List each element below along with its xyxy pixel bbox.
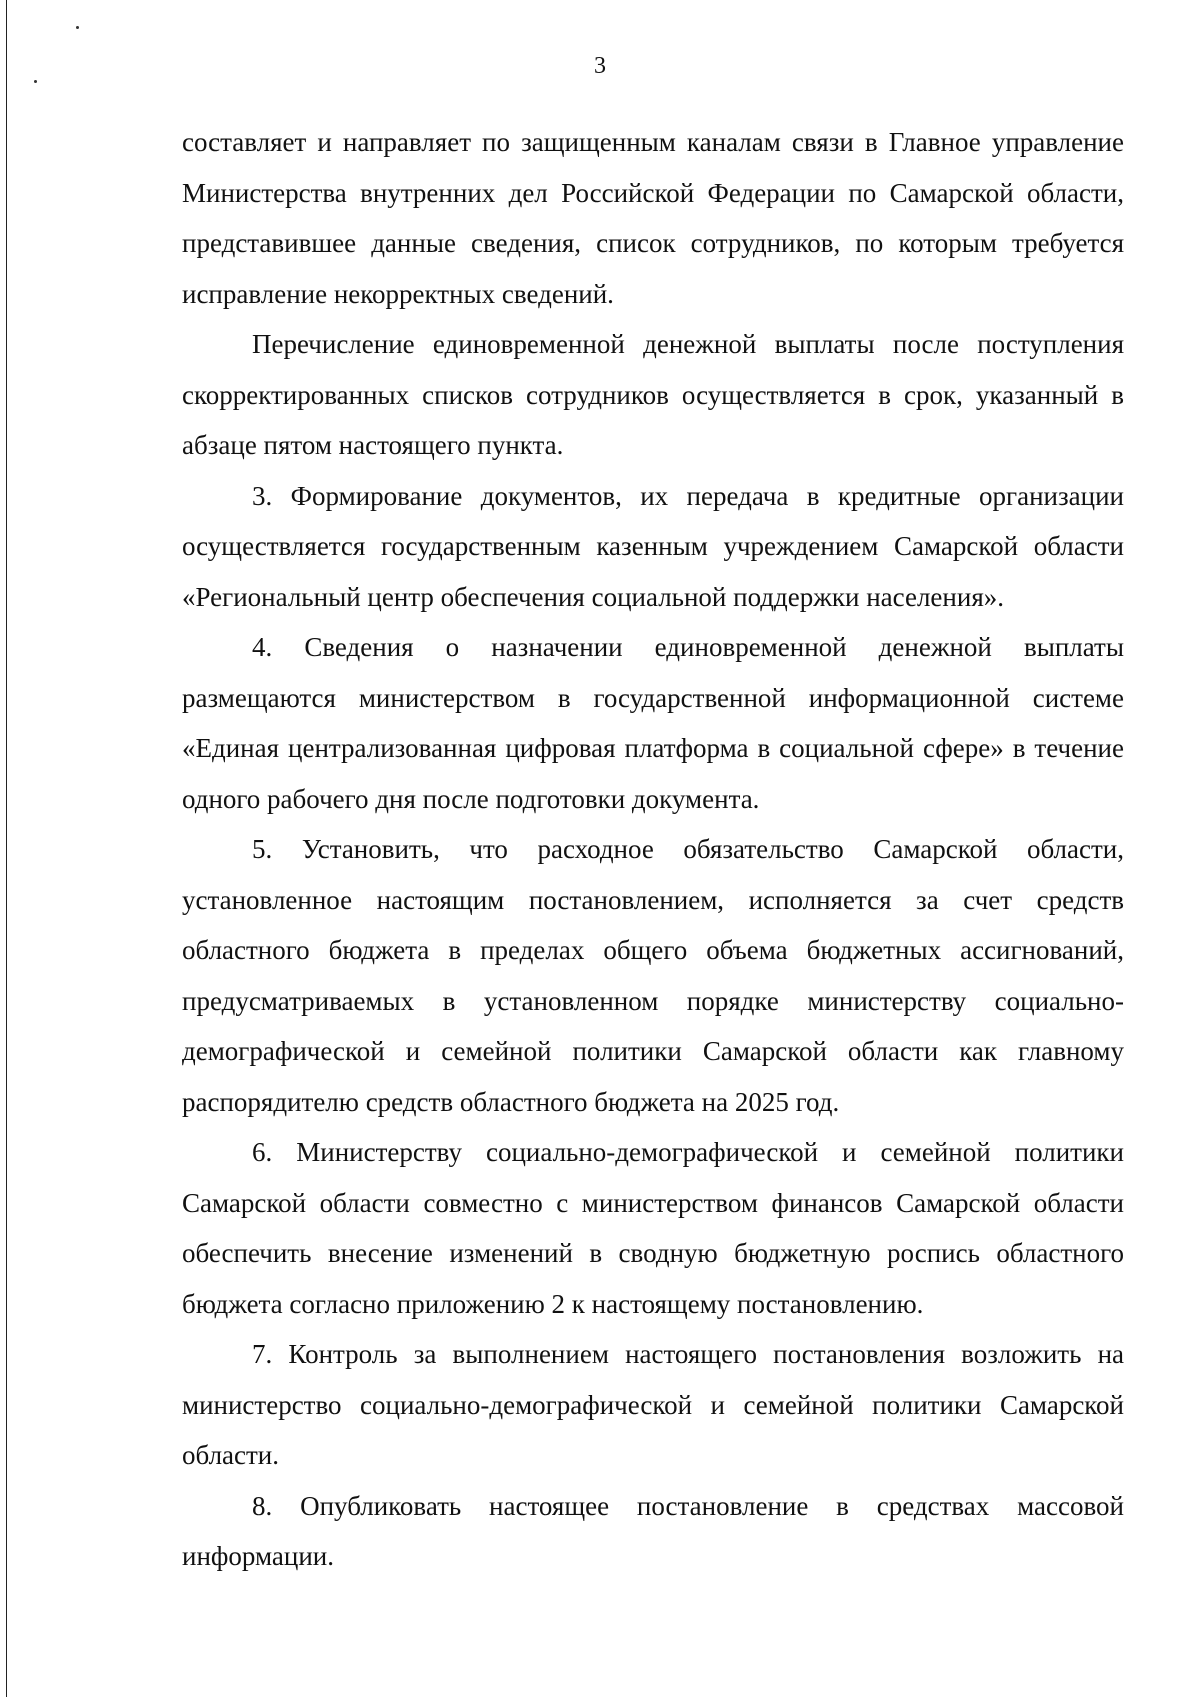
scan-speck [34,80,37,83]
page-number: 3 [594,53,606,79]
scan-border-line [6,0,7,1697]
paragraph-item-7: 7. Контроль за выполнением настоящего постановления возложить на министерство социально-демографической и семейной политики Самарской области. [182,1339,1124,1470]
scan-speck [76,26,79,29]
paragraph-transfer-note: Перечисление единовременной денежной выплаты после поступления скорректированных списков сотрудников осуществляется в срок, указанный в абзаце пятом настоящего пункта. [182,329,1124,460]
paragraph-continuation: составляет и направляет по защищенным каналам связи в Главное управление Министерства внутренних дел Российской Федерации по Самарской области, представившее данные сведения, список сотрудников, по которым требуется исправление некорректных сведений. [182,127,1124,309]
paragraph-item-8: 8. Опубликовать настоящее постановление в средствах массовой информации. [182,1490,1124,1571]
document-body [182,117,1124,1582]
paragraph-item-3: 3. Формирование документов, их передача в кредитные организации осуществляется государственным казенным учреждением Самарской области «Региональный центр обеспечения социальной поддержки населения». [182,480,1124,612]
paragraph-item-4: 4. Сведения о назначении единовременной денежной выплаты размещаются министерством в государственной информационной системе «Единая централизованная цифровая платформа в социальной сфере» в течение одного рабочего дня после подготовки документа. [182,632,1124,814]
paragraph-item-5: 5. Установить, что расходное обязательство Самарской области, установленное настоящим постановлением, исполняется за счет средств областного бюджета в пределах общего объема бюджетных ассигнований, предусматриваемых в установленном порядке министерству социально-демографической и семейной политики Самарской области как главному распорядителю средств областного бюджета на 2025 год. [182,834,1124,1117]
paragraph-item-6: 6. Министерству социально-демографической и семейной политики Самарской области совместно с министерством финансов Самарской области обеспечить внесение изменений в сводную бюджетную роспись областного бюджета согласно приложению 2 к настоящему постановлению. [182,1137,1124,1319]
